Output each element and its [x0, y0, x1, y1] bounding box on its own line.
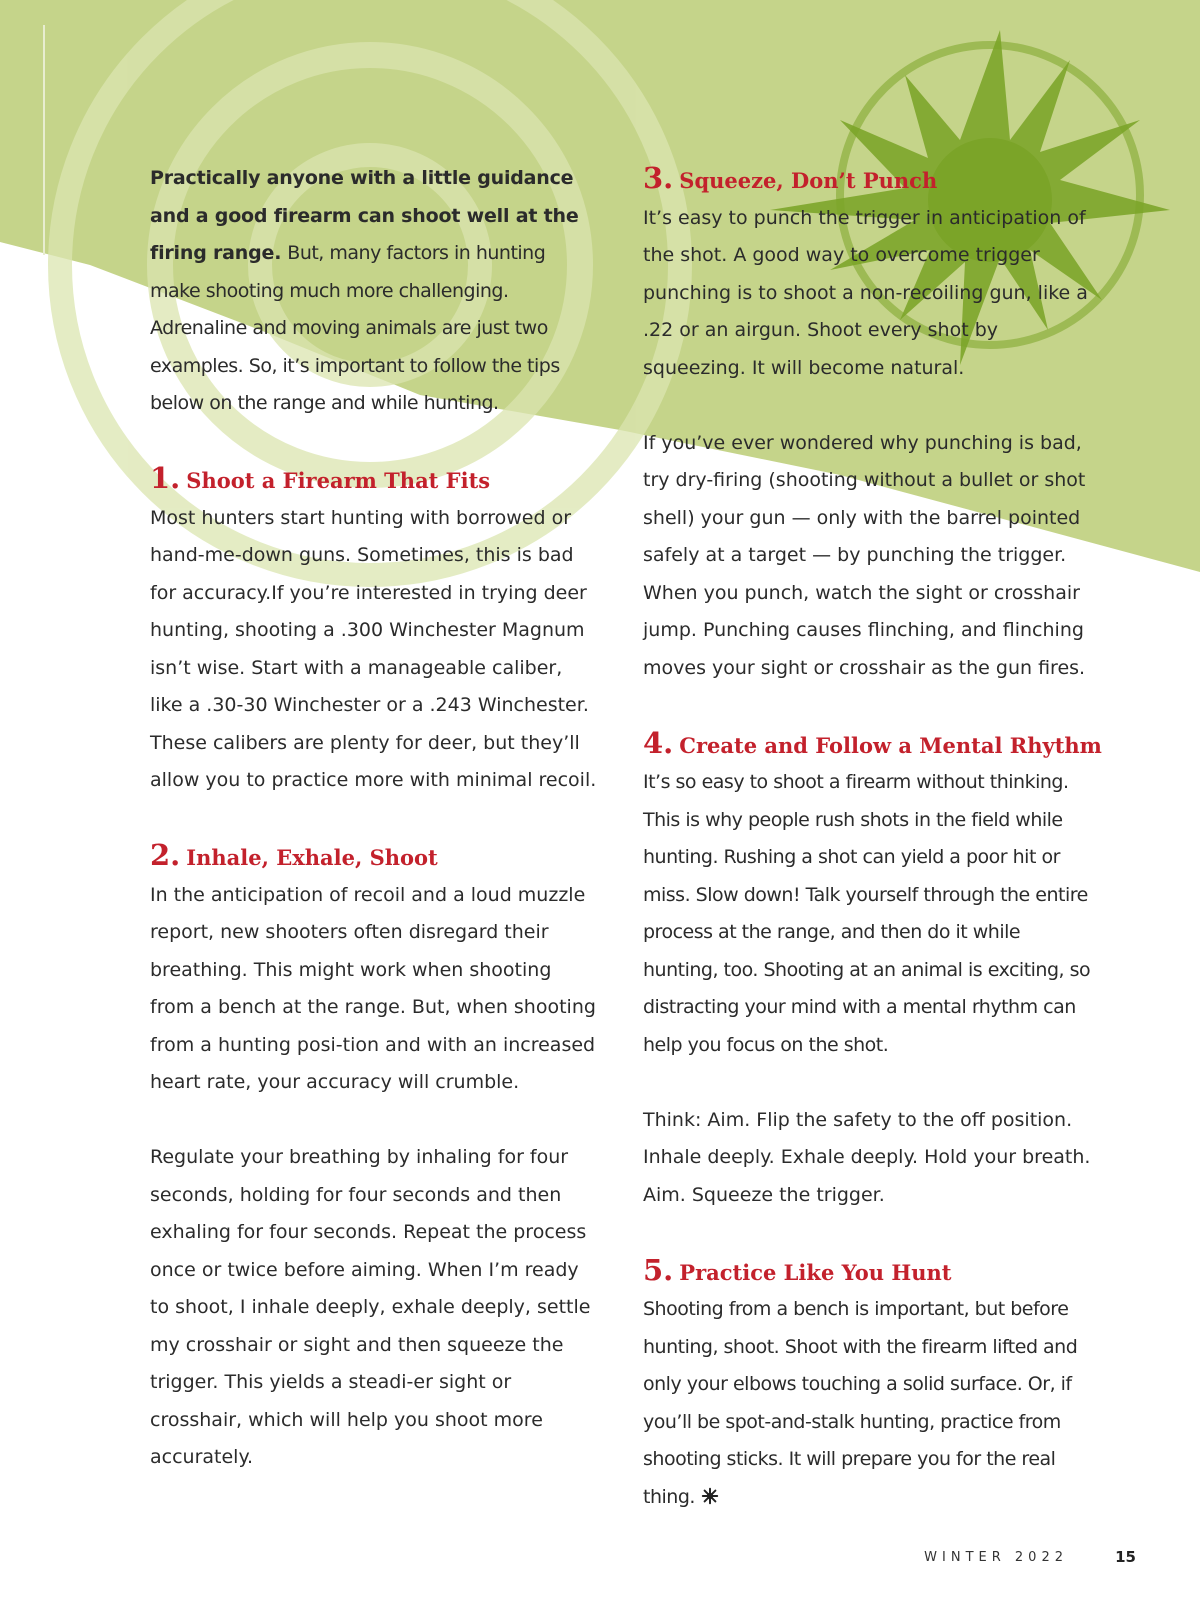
tip-2-number: 2. — [150, 838, 181, 872]
tip-2-paragraph-1: In the anticipation of recoil and a loud muzzle report, new shooters often disregard their breathing. This might work when shooting from a bench at the range. But, when shooting from a hunting posi-tion and with an increased heart rate, your accuracy will crumble. — [150, 883, 596, 1093]
left-column — [150, 160, 600, 1477]
starburst-end-icon — [701, 1487, 719, 1505]
tip-5-text: Shooting from a bench is important, but before hunting, shoot. Shoot with the firearm lifted and only your elbows touching a solid surface. Or, if you’ll be spot-and-stalk hunting, practice from shooting sticks. It will prepare you for the real thing. — [643, 1298, 1078, 1508]
tip-4-paragraph-2: Think: Aim. Flip the safety to the off position. Inhale deeply. Exhale deeply. Hold your breath. Aim. Squeeze the trigger. — [643, 1108, 1091, 1206]
tip-1-heading — [150, 460, 600, 500]
tip-4-heading — [643, 725, 1102, 765]
tip-1-number: 1. — [150, 461, 181, 495]
tip-2-heading — [150, 837, 600, 877]
tip-2-paragraph-2: Regulate your breathing by inhaling for four seconds, holding for four seconds and then exhaling for four seconds. Repeat the process once or twice before aiming. When I’m ready to shoot, I inhale deeply, exhale deeply, settle my crosshair or sight and then squeeze the trigger. This yields a steadi-er sight or crosshair, which will help you shoot more accurately. — [150, 1146, 591, 1468]
tip-5-number: 5. — [643, 1252, 674, 1287]
page-number: 15 — [1115, 1548, 1136, 1566]
tip-1-title: Shoot a Firearm That Fits — [186, 468, 491, 493]
tip-5-title: Practice Like You Hunt — [679, 1259, 952, 1285]
tip-4-title: Create and Follow a Mental Rhythm — [679, 732, 1102, 758]
tip-3-title: Squeeze, Don’t Punch — [679, 168, 938, 193]
right-column — [643, 160, 1102, 1516]
intro-bold-lead: Practically anyone with a little guidance and a good firearm can shoot well at the firing range. — [150, 167, 579, 264]
tip-1-paragraph-1: Most hunters start hunting with borrowed or hand-me-down guns. Sometimes, this is bad for accuracy.If you’re interested in trying deer hunting, shooting a .300 Winchester Magnum isn’t wise. Start with a manageable caliber, like a .30-30 Winchester or a .243 Winchester. These calibers are plenty for deer, but they’ll allow you to practice more with minimal recoil. — [150, 506, 597, 791]
tip-2-title: Inhale, Exhale, Shoot — [186, 845, 438, 870]
tip-3-heading — [643, 160, 1093, 200]
tip-3-paragraph-1: It’s easy to punch the trigger in anticipation of the shot. A good way to overcome trigger punching is to shoot a non-recoiling gun, like a .22 or an airgun. Shoot every shot by squeezing. It will become natural. — [643, 206, 1088, 379]
tip-4-paragraph-1: It’s so easy to shoot a firearm without thinking. This is why people rush shots in the field while hunting. Rushing a shot can yield a poor hit or miss. Slow down! Talk yourself through the entire process at the range, and then do it while hunting, too. Shooting at an animal is exciting, so distracting your mind with a mental rhythm can help you focus on the shot. — [643, 771, 1091, 1056]
tip-5-paragraph-1 — [643, 1291, 1093, 1516]
tip-3-number: 3. — [643, 161, 674, 195]
intro-paragraph — [150, 160, 600, 423]
page-footer — [0, 1550, 1200, 1570]
tip-5-heading — [643, 1252, 1093, 1292]
tip-4-number: 4. — [643, 725, 674, 760]
intro-text: But, many factors in hunting make shooting much more challenging. Adrenaline and moving animals are just two examples. So, it’s important to follow the tips below on the range and while hunting. — [150, 242, 560, 414]
issue-label: WINTER 2022 — [924, 1550, 1068, 1565]
tip-3-paragraph-2: If you’ve ever wondered why punching is bad, try dry-firing (shooting without a bullet or shot shell) your gun — only with the barrel pointed safely at a target — by punching the trigger. When you punch, watch the sight or crosshair jump. Punching causes flinching, and flinching moves your sight or crosshair as the gun fires. — [643, 431, 1086, 679]
